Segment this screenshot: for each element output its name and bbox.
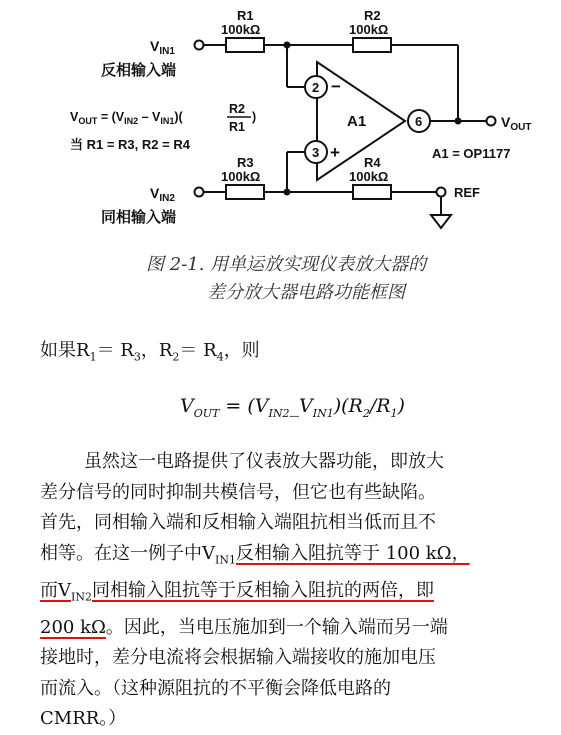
pin6-num: 6 — [415, 114, 423, 129]
vout-terminal — [487, 117, 496, 126]
r3-label: R3 — [237, 155, 254, 170]
vin1-label: $V_{IN1}$ — [150, 38, 175, 57]
body-paragraph — [40, 447, 550, 735]
r1-resistor — [226, 38, 264, 52]
eq-condition: 当 R1 = R3, R2 = R4 — [70, 137, 190, 152]
ref-terminal — [437, 188, 446, 197]
eq-denominator: R1 — [229, 120, 245, 134]
para-line-2: 差分信号的同时抑制共模信号，但它也有些缺陷。 — [40, 481, 436, 503]
minus-sign: − — [331, 77, 341, 96]
para-line-1: 虽然这一电路提供了仪表放大器功能，即放大 — [84, 451, 444, 472]
para-line-9: CMRR。） — [40, 708, 127, 730]
pin2-num: 2 — [312, 80, 320, 95]
vin2-desc: 同相输入端 — [101, 209, 177, 226]
r4-resistor — [353, 185, 391, 199]
vin2-terminal — [195, 188, 204, 197]
vin1-desc: 反相输入端 — [101, 62, 177, 79]
r2-label: R2 — [364, 8, 381, 23]
para-line-3: 首先，同相输入端和反相输入端阻抗相当低而且不 — [40, 512, 436, 533]
r1-value: 100kΩ — [221, 22, 261, 37]
para-line-7: 接地时，差分电流将会根据输入端接收的施加电压 — [40, 647, 436, 669]
para-line-5: 而$V_{IN2}$同相输入阻抗等于反相输入阻抗的两倍，即 — [40, 579, 434, 604]
circuit-diagram — [0, 0, 561, 240]
figure-caption-line1: 图 2-1. 用单运放实现仪表放大器的 — [146, 254, 427, 275]
para-line-8: 而流入。（这种源阻抗的不平衡会降低电路的 — [40, 677, 391, 699]
eq-numerator: R2 — [229, 102, 245, 116]
ground-icon — [431, 215, 451, 228]
vin2-label: $V_{IN2}$ — [150, 185, 175, 204]
plus-sign: + — [330, 143, 340, 162]
output-formula: $V_{OUT}$ = $(V_{IN2}\_V_{IN1})(R_2/R_1)$ — [180, 395, 405, 420]
figure-caption-line2: 差分放大器电路功能框图 — [207, 282, 405, 303]
r2-value: 100kΩ — [349, 22, 389, 37]
a1-model: A1 = OP1177 — [432, 146, 511, 161]
para-line-6: 200 kΩ。因此，当电压施加到一个输入端而另一端 — [40, 616, 448, 638]
para-line-4: 相等。在这一例子中$V_{IN1}$反相输入阻抗等于 100 kΩ， — [40, 542, 470, 567]
pin3-num: 3 — [312, 145, 320, 160]
eq-close: ) — [252, 110, 257, 124]
amp-name: A1 — [347, 113, 367, 130]
r4-value: 100kΩ — [349, 169, 389, 184]
transfer-equation: $V_{OUT} = (V_{IN2} - V_{IN1})$( — [70, 110, 183, 126]
vin1-terminal — [195, 41, 204, 50]
vout-label: $V_{OUT}$ — [501, 114, 532, 133]
ref-label: REF — [454, 185, 480, 200]
r3-resistor — [226, 185, 264, 199]
r2-resistor — [353, 38, 391, 52]
condition-line: 如果$R_1= R_3$，$R_2= R_4$，则 — [40, 340, 260, 364]
r1-label: R1 — [237, 8, 254, 23]
r4-label: R4 — [364, 155, 381, 170]
r3-value: 100kΩ — [221, 169, 261, 184]
